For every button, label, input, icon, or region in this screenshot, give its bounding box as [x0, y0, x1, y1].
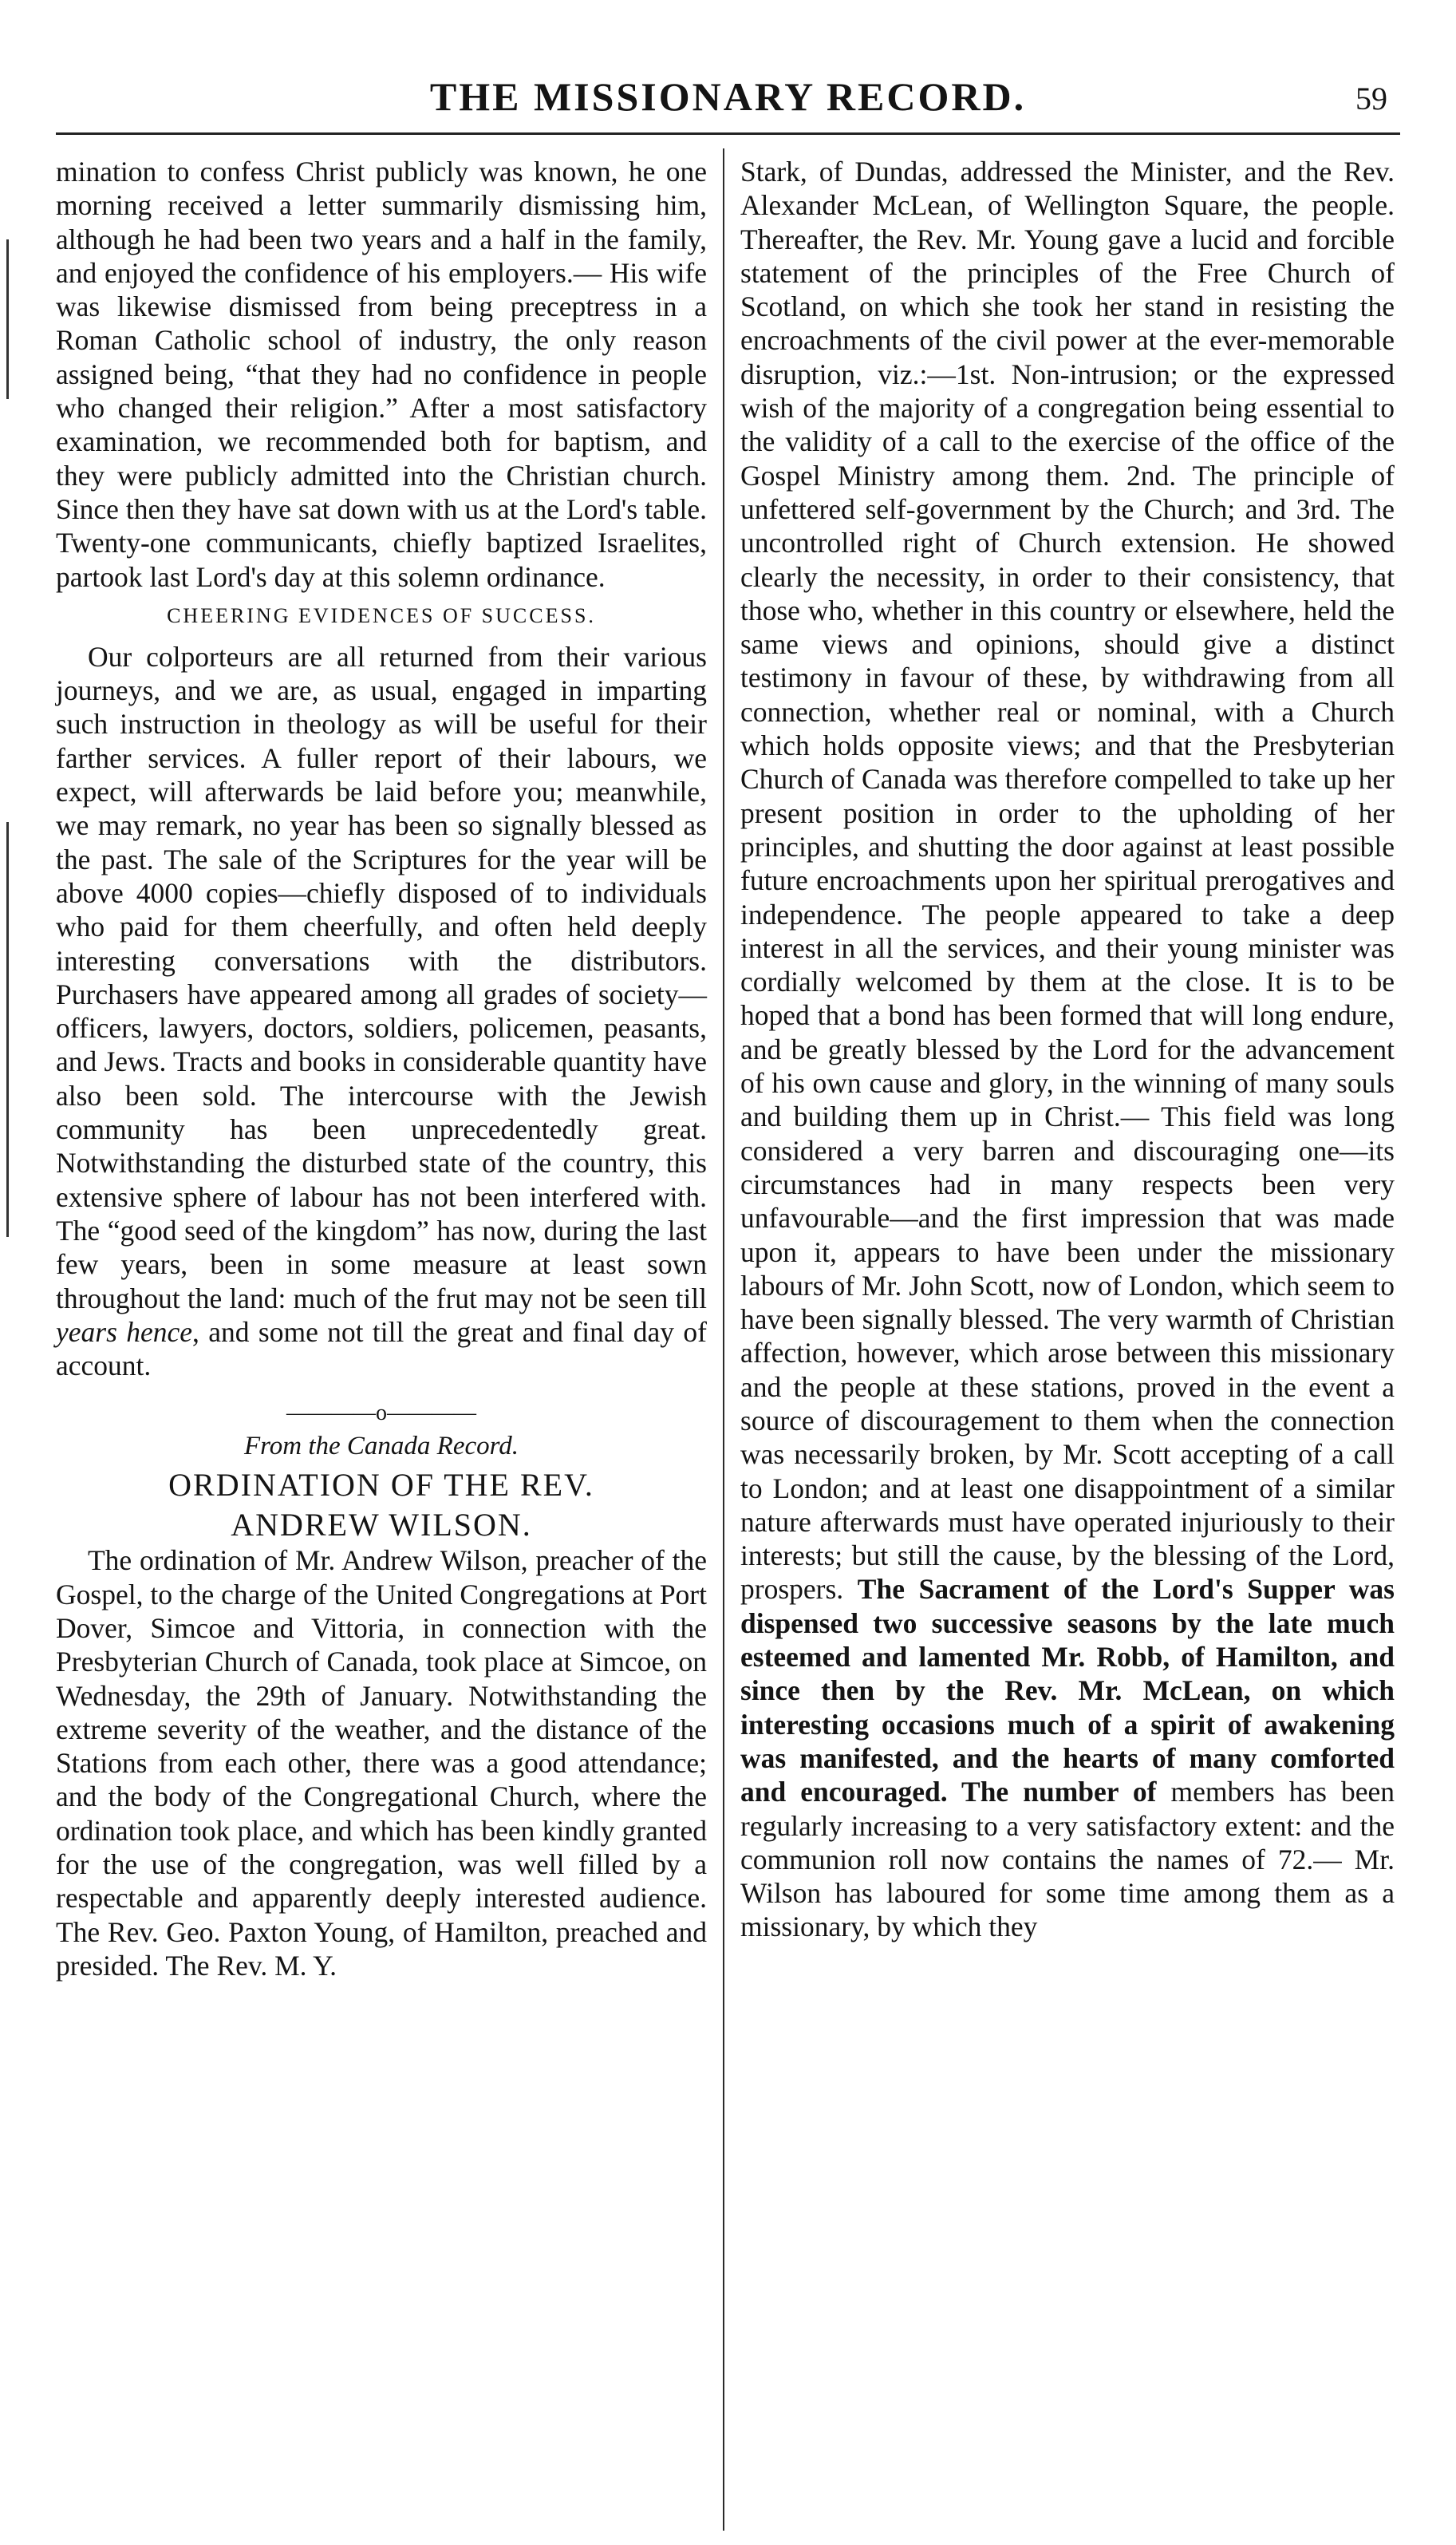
header-rule — [56, 132, 1400, 135]
paragraph-text: Our colporteurs are all returned from their various journeys, and we are, as usual, engaged in imparting such instruction in theology as will be useful for their farther services. A fuller report of their labours, we expect, will afterwards be laid before you; meanwhile, we may remark, no year has been so signally blessed as the past. The sale of the Scriptures for the year will be above 4000 copies—chiefly disposed of to individuals who paid for them cheerfully, and often held deeply interesting conversations with the distributors. Purchasers have appeared among all grades of society—officers, lawyers, doctors, soldiers, policemen, peasants, and Jews. Tracts and books in considerable quantity have also been sold. The intercourse with the Jewish community has been unprecedentedly great. Notwithstanding the disturbed state of the country, this extensive sphere of labour has not been interfered with. The “good seed of the kingdom” has now, during the last few years, been in some measure at least sown throughout the land: much of the frut may not be seen till — [56, 640, 707, 1314]
paragraph-text: Stark, of Dundas, addressed the Minister, and the Rev. Alexander McLean, of Wellington Square, the people. Thereafter, the Rev. Mr. Young gave a lucid and forcible statement of the principles of the Free Church of Scotland, on which she took her stand in resisting the encroachments of the civil power at the ever-memorable disruption, viz.:—1st. Non-intrusion; or the expressed wish of the majority of a congregation being essential to the validity of a call to the exercise of the office of the Gospel Ministry among them. 2nd. The principle of unfettered self-government by the Church; and 3rd. The uncontrolled right of Church extension. He showed clearly the necessity, in order to their consistency, that those who, whether in this country or elsewhere, held the same views and opinions, should give a distinct testimony in favour of these, by withdrawing from all connection, whether real or nominal, with a Church which holds opposite views; and that the Presbyterian Church of Canada was therefore compelled to take up her present position in order to the upholding of her principles, and shutting the door against at least possible future encroachments upon her spiritual prerogatives and independence. The people appeared to take a deep interest in all the services, and their young minister was cordially welcomed by them at the close. It is to be hoped that a bond has been formed that will long endure, and be greatly blessed by the Lord for the advancement of his own cause and glory, in the winning of many souls and building them up in Christ.— This field was long considered a very barren and discouraging one—its circumstances had in many respects been very unfavourable—and the first impression that was made upon it, appears to have been under the missionary labours of Mr. John Scott, now of London, which seem to have been signally blessed. The very warmth of Christian affection, however, which arose between this missionary and the people at these stations, proved in the event a source of discouragement to them when the connection was necessarily broken, by Mr. Scott accepting of a call to London; and at least one disappointment of a similar nature afterwards must have operated injuriously to their interests; but still the cause, by the blessing of the Lord, prospers. — [740, 156, 1395, 1606]
article-title: ANDREW WILSON. — [231, 1507, 532, 1543]
italic-phrase: years hence — [56, 1315, 193, 1348]
paragraph: mination to confess Christ publicly was known, he one morning received a letter summarily dismissing him, although he had been two years and a half in the family, and enjoyed the confidence of his employers.— His wife was likewise dismissed from being preceptress in a Roman Catholic school of industry, the only reason assigned being, “that they had no confidence in people who changed their religion.” After a most satisfactory examination, we recommended both for baptism, and they were publicly admitted into the Christian church. Since then they have sat down with us at the Lord's table. Twenty-one communicants, chiefly baptized Israelites, partook last Lord's day at this solemn ordinance. — [56, 156, 707, 593]
paragraph-text: members has been regularly increasing to a very satisfactory extent: and the communion roll now contains the names of 72.— Mr. Wilson has laboured for some time among them as a missionary, by which they — [740, 1776, 1395, 1943]
running-head — [0, 69, 1456, 132]
paragraph — [740, 155, 1395, 1944]
bold-passage: The Sacrament of the Lord's Supper was dispensed two successive seasons by the late much esteemed and lamented Mr. Robb, of Hamilton, and since then by the Rev. Mr. McLean, on which interesting occasions much of a spirit of awakening was manifested, and the hearts of many comforted and encouraged. The number of — [740, 1573, 1395, 1808]
paragraph: The ordination of Mr. Andrew Wilson, preacher of the Gospel, to the charge of the United Congregations at Port Dover, Simcoe and Vittoria, in connection with the Presbyterian Church of Canada, took place at Simcoe, on Wednesday, the 29th of January. Notwithstanding the extreme severity of the weather, and the distance of the Stations from each other, there was a good attendance; and the body of the Congregational Church, where the ordination took place, and which has been kindly granted for the use of the congregation, was well filled by a respectable and apparently deeply interested audience. The Rev. Geo. Paxton Young, of Hamilton, preached and presided. The Rev. M. Y. — [56, 1544, 707, 1982]
article-title: ORDINATION OF THE REV. — [168, 1467, 594, 1504]
section-divider: ————o———— — [286, 1401, 476, 1426]
source-line: From the Canada Record. — [243, 1432, 519, 1461]
margin-mark — [6, 239, 9, 399]
running-title: THE MISSIONARY RECORD. — [429, 74, 1027, 119]
column-divider — [723, 148, 724, 2531]
left-column — [56, 155, 707, 1982]
page-number: 59 — [1355, 81, 1387, 117]
paragraph-text: , and some not till the great and final day of account. — [56, 1315, 707, 1382]
section-heading: CHEERING EVIDENCES OF SUCCESS. — [167, 603, 596, 627]
margin-mark — [6, 822, 9, 1237]
right-column — [740, 155, 1395, 1944]
paragraph — [56, 640, 707, 1383]
